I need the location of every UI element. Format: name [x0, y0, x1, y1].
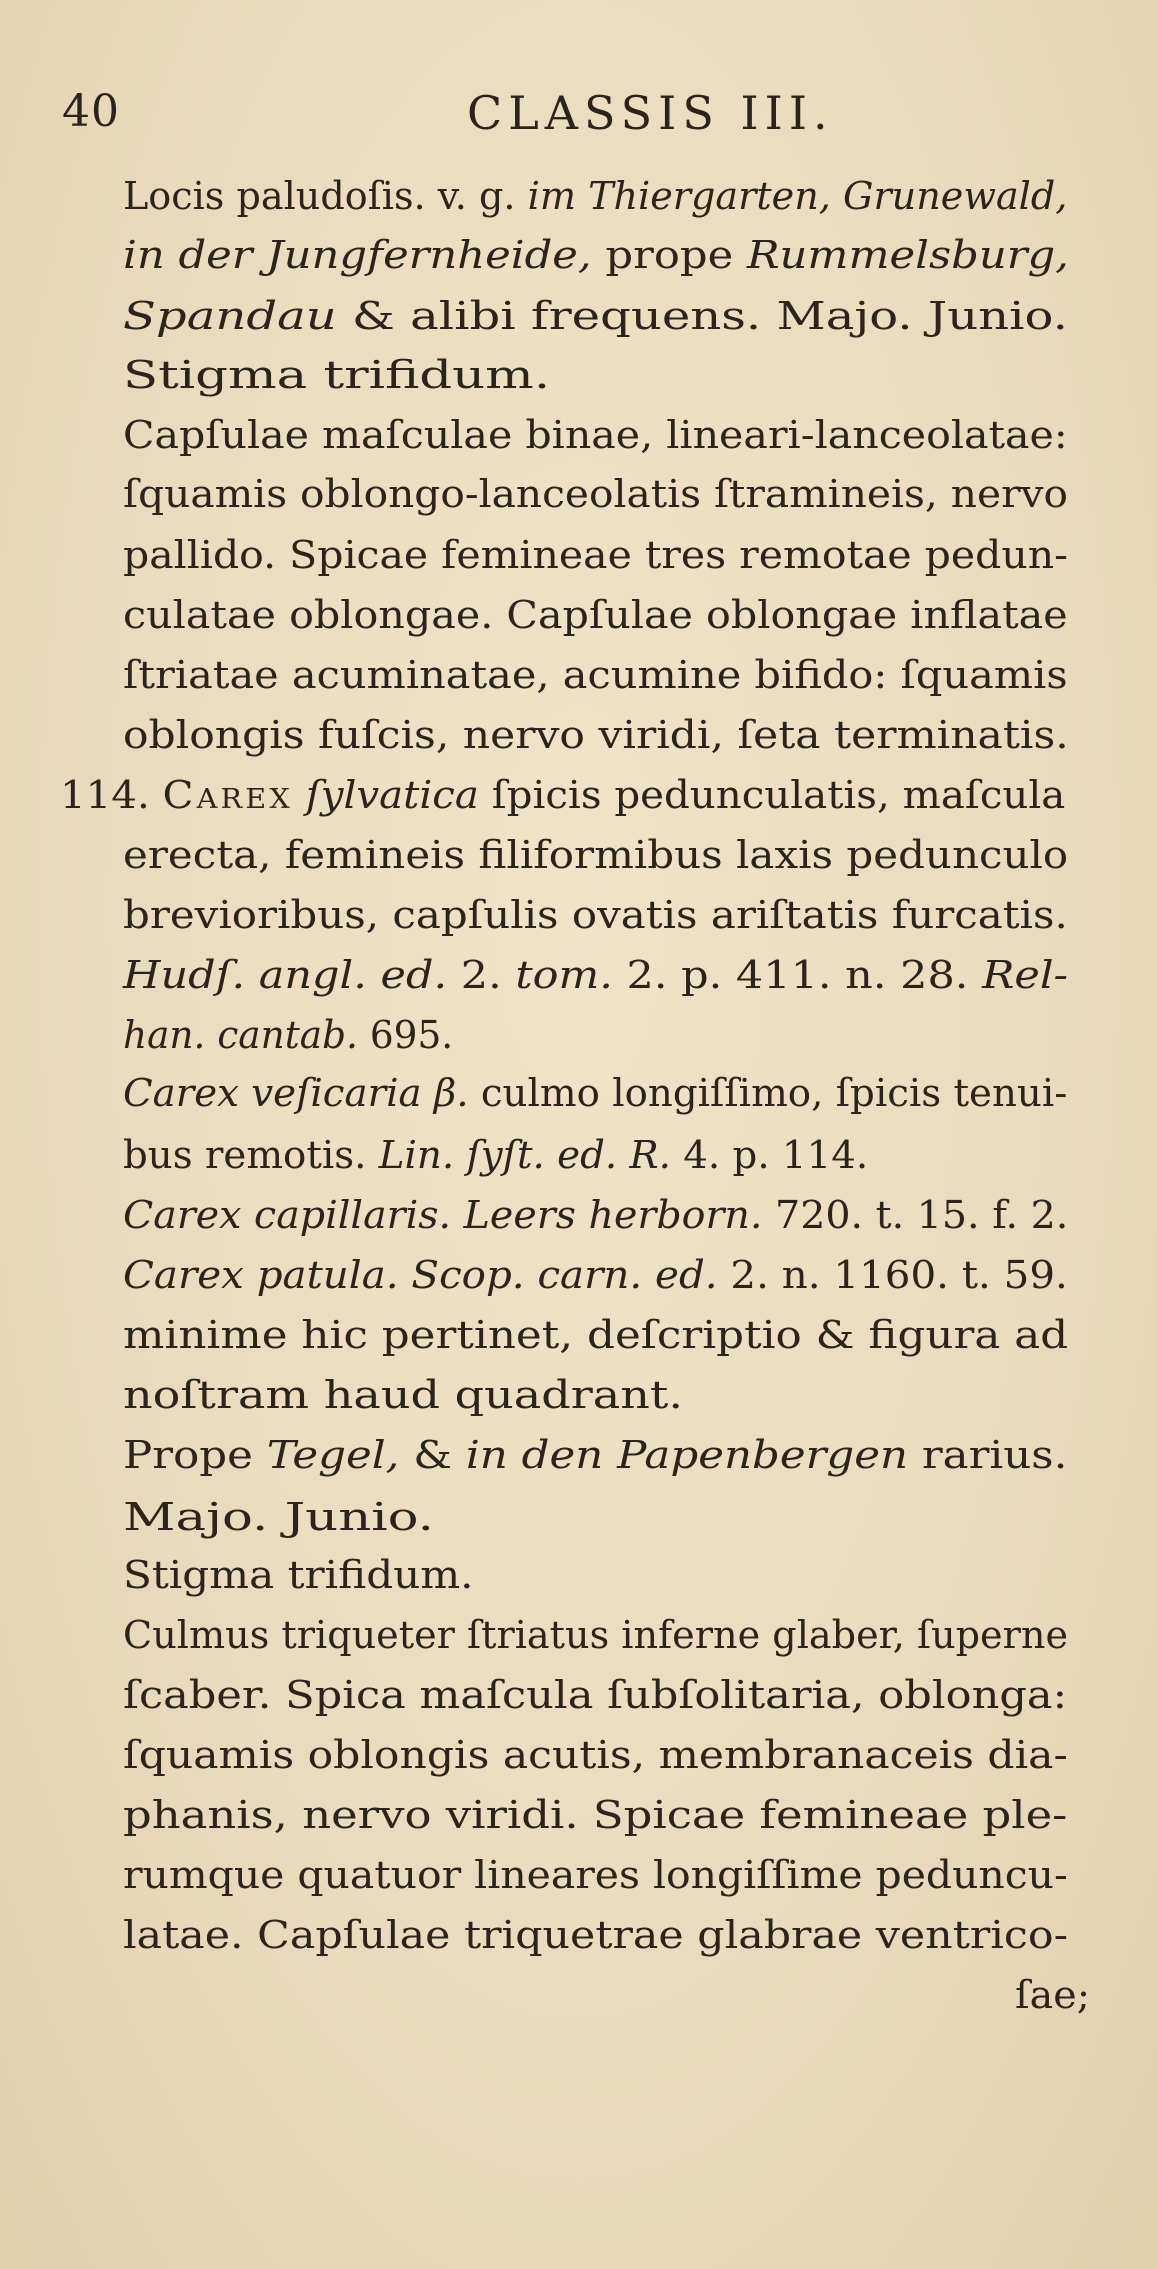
- italic-text: ſylvatica: [305, 773, 479, 817]
- text-line: [123, 1130, 868, 1180]
- italic-text: Tegel,: [266, 1433, 400, 1477]
- text-line: [123, 650, 1068, 700]
- text-segment: ſcaber. Spica maſcula ſubſolitaria, oblonga:: [123, 1673, 1068, 1717]
- text-segment: Culmus triqueter ſtriatus inferne glaber, ſuperne: [123, 1613, 1069, 1657]
- text-line: [123, 1910, 1068, 1960]
- text-line: [123, 1010, 453, 1060]
- text-segment: bus remotis.: [123, 1133, 379, 1177]
- text-segment: 2. n. 1160. t. 59.: [717, 1253, 1068, 1297]
- text-segment: ſae;: [1015, 1973, 1091, 2017]
- italic-text: han. cantab.: [123, 1013, 358, 1057]
- text-segment: & alibi frequens. Majo. Junio.: [336, 294, 1068, 338]
- text-line: [123, 1310, 1068, 1360]
- text-segment: brevioribus, capſulis ovatis ariſtatis furcatis.: [123, 893, 1068, 937]
- text-segment: Prope: [123, 1433, 267, 1477]
- italic-text: im Thiergarten, Grunewald,: [527, 174, 1068, 218]
- text-line: [123, 1068, 1067, 1118]
- text-segment: ſtriatae acuminatae, acumine bifido: ſquamis: [123, 653, 1068, 697]
- italic-text: Carex veſicaria β.: [123, 1071, 469, 1115]
- text-segment: minime hic pertinet, deſcriptio & figura ad: [123, 1313, 1069, 1357]
- italic-text: Lin. ſyſt. ed. R.: [378, 1133, 671, 1177]
- text-line: [123, 1492, 434, 1542]
- text-line: [123, 590, 1068, 640]
- italic-text: Carex patula. Scop. carn. ed.: [123, 1253, 718, 1297]
- italic-text: Rel-: [982, 953, 1069, 997]
- text-line: [123, 1430, 1067, 1480]
- text-segment: ſquamis oblongis acutis, membranaceis dia-: [123, 1733, 1068, 1777]
- text-segment: &: [399, 1433, 466, 1477]
- small-caps-text: Carex: [162, 773, 293, 817]
- text-segment: ſpicis pedunculatis, maſcula: [478, 773, 1066, 817]
- text-segment: culatae oblongae. Capſulae oblongae inflatae: [123, 593, 1068, 637]
- page-number: 40: [62, 86, 120, 137]
- text-line: [123, 350, 550, 400]
- text-line: [123, 469, 1068, 519]
- italic-text: Spandau: [123, 294, 337, 338]
- italic-text: Hudſ. angl. ed.: [123, 953, 448, 997]
- text-line: [123, 950, 1068, 1000]
- text-segment: Capſulae maſculae binae, lineari-lanceolatae:: [123, 413, 1068, 457]
- text-segment: ſquamis oblongo-lanceolatis ſtramineis, nervo: [123, 472, 1069, 516]
- text-segment: [293, 773, 306, 817]
- text-segment: 720. t. 15. f. 2.: [762, 1193, 1069, 1237]
- text-segment: phanis, nervo viridi. Spicae femineae ple-: [123, 1793, 1068, 1837]
- text-segment: latae. Capſulae triquetrae glabrae ventrico-: [123, 1913, 1069, 1957]
- text-line: [123, 1850, 1068, 1900]
- text-line: [1015, 1970, 1090, 2020]
- text-segment: oblongis fuſcis, nervo viridi, ſeta terminatis.: [123, 713, 1069, 757]
- text-segment: Majo. Junio.: [123, 1495, 434, 1539]
- text-line: [123, 830, 1068, 880]
- text-line: [123, 171, 1067, 221]
- text-segment: culmo longiſſimo, ſpicis tenui-: [468, 1071, 1068, 1115]
- text-segment: 4. p. 114.: [670, 1133, 869, 1177]
- italic-text: Rummelsburg,: [746, 233, 1069, 277]
- text-line: [123, 1670, 1067, 1720]
- text-line: [123, 890, 1068, 940]
- text-segment: pallido. Spicae femineae tres remotae pedun-: [123, 533, 1068, 577]
- text-line: [123, 1190, 1068, 1240]
- text-line: [123, 1730, 1068, 1780]
- text-segment: erecta, femineis filiformibus laxis pedunculo: [123, 833, 1069, 877]
- text-segment: Stigma trifidum.: [123, 1553, 474, 1597]
- text-segment: 695.: [357, 1013, 454, 1057]
- italic-text: Carex capillaris. Leers herborn.: [123, 1193, 763, 1237]
- text-segment: rarius.: [908, 1433, 1068, 1477]
- text-line: [123, 291, 1068, 341]
- text-segment: 2. p. 411. n. 28.: [612, 953, 983, 997]
- italic-text: in der Jungfernheide,: [123, 233, 592, 277]
- text-line: [123, 230, 1069, 280]
- text-segment: 114.: [60, 773, 163, 817]
- text-line: [123, 1370, 683, 1420]
- italic-text: in den Papenbergen: [465, 1433, 909, 1477]
- text-line: [123, 1250, 1068, 1300]
- text-segment: Locis paludoſis. v. g.: [123, 174, 528, 218]
- text-line: [60, 770, 1065, 820]
- text-line: [123, 1790, 1067, 1840]
- text-segment: prope: [591, 233, 747, 277]
- text-line: [123, 1610, 1068, 1660]
- italic-text: tom.: [515, 953, 613, 997]
- text-segment: rumque quatuor lineares longiſſime peduncu-: [123, 1853, 1068, 1897]
- text-line: [123, 1550, 474, 1600]
- text-line: [123, 710, 1069, 760]
- text-segment: Stigma trifidum.: [123, 353, 551, 397]
- text-segment: noſtram haud quadrant.: [123, 1373, 684, 1417]
- text-segment: 2.: [447, 953, 516, 997]
- text-line: [123, 530, 1068, 580]
- running-head: CLASSIS III.: [467, 86, 834, 140]
- text-line: [123, 410, 1068, 460]
